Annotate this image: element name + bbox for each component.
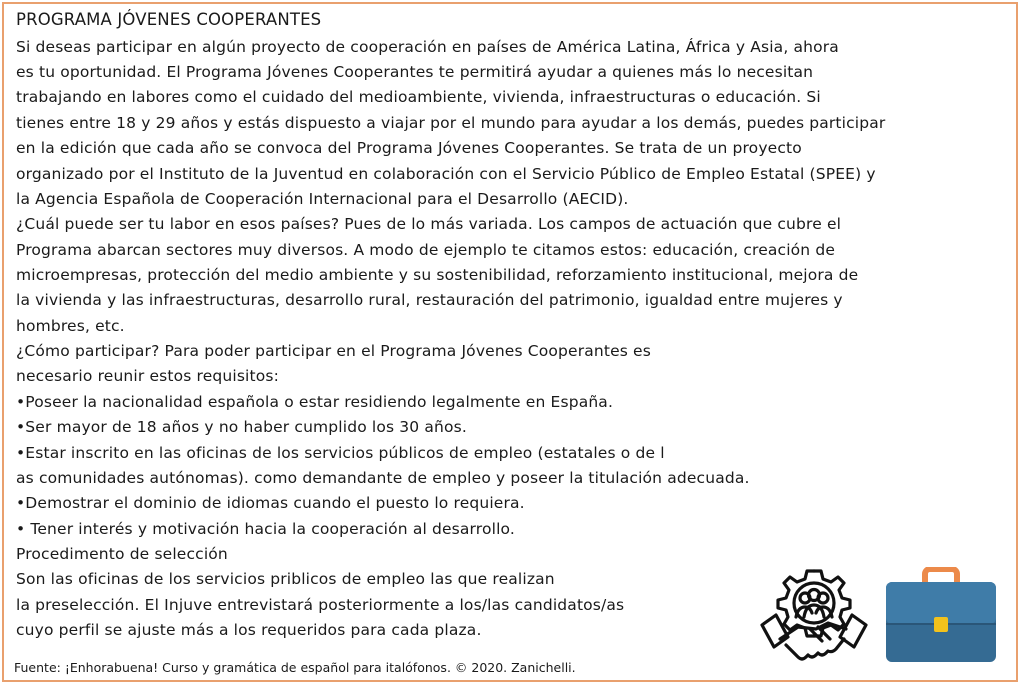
paragraph-line: cuyo perfil se ajuste más a los requeridos para cada plaza. xyxy=(16,621,482,639)
paragraph-line: necesario reunir estos requisitos: xyxy=(16,367,279,385)
requirement-item: •Ser mayor de 18 años y no haber cumplido los 30 años. xyxy=(16,418,467,436)
paragraph-line: Son las oficinas de los servicios priblicos de empleo las que realizan xyxy=(16,570,555,588)
briefcase-icon xyxy=(884,567,998,662)
paragraph-line: es tu oportunidad. El Programa Jóvenes Cooperantes te permitirá ayudar a quienes más lo necesitan xyxy=(16,63,814,81)
document-title: PROGRAMA JÓVENES COOPERANTES xyxy=(16,10,322,29)
paragraph-line: ¿Cómo participar? Para poder participar en el Programa Jóvenes Cooperantes es xyxy=(16,342,651,360)
paragraph-line: hombres, etc. xyxy=(16,317,125,335)
paragraph-line: organizado por el Instituto de la Juventud en colaboración con el Servicio Público de Empleo Estatal (SPEE) y xyxy=(16,165,876,183)
requirement-item: as comunidades autónomas). como demandante de empleo y poseer la titulación adecuada. xyxy=(16,469,750,487)
paragraph-line: en la edición que cada año se convoca del Programa Jóvenes Cooperantes. Se trata de un proyecto xyxy=(16,139,802,157)
paragraph-line: microempresas, protección del medio ambiente y su sostenibilidad, reforzamiento institucional, mejora de xyxy=(16,266,859,284)
paragraph-line: Programa abarcan sectores muy diversos. A modo de ejemplo te citamos estos: educación, creación de xyxy=(16,241,836,259)
paragraph-line: la vivienda y las infraestructuras, desarrollo rural, restauración del patrimonio, igualdad entre mujeres y xyxy=(16,291,843,309)
paragraph-line: Si deseas participar en algún proyecto de cooperación en países de América Latina, África y Asia, ahora xyxy=(16,38,839,56)
handshake-gears-icon xyxy=(758,565,870,671)
requirement-item: • Tener interés y motivación hacia la cooperación al desarrollo. xyxy=(16,520,515,538)
paragraph-line: trabajando en labores como el cuidado del medioambiente, vivienda, infraestructuras o educación. Si xyxy=(16,88,821,106)
requirement-item: •Demostrar el dominio de idiomas cuando el puesto lo requiera. xyxy=(16,494,525,512)
paragraph-line: ¿Cuál puede ser tu labor en esos países? Pues de lo más variada. Los campos de actuación que cubre el xyxy=(16,215,842,233)
source-citation: Fuente: ¡Enhorabuena! Curso y gramática de español para italófonos. © 2020. Zanichelli. xyxy=(14,660,576,675)
paragraph-line: la Agencia Española de Cooperación Internacional para el Desarrollo (AECID). xyxy=(16,190,629,208)
paragraph-line: tienes entre 18 y 29 años y estás dispuesto a viajar por el mundo para ayudar a los demás, puedes participar xyxy=(16,114,886,132)
requirement-item: •Estar inscrito en las oficinas de los servicios públicos de empleo (estatales o de l xyxy=(16,444,665,462)
paragraph-line: la preselección. El Injuve entrevistará posteriormente a los/las candidatos/as xyxy=(16,596,625,614)
section-heading: Procedimento de selección xyxy=(16,545,228,563)
requirement-item: •Poseer la nacionalidad española o estar residiendo legalmente en España. xyxy=(16,393,614,411)
